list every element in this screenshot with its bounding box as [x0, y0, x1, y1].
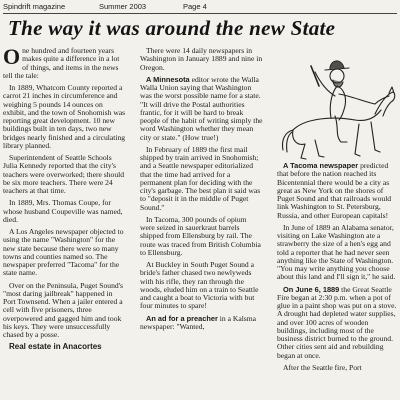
- lead-in: On June 6, 1889: [283, 284, 340, 294]
- article-column-2: [140, 47, 263, 400]
- paragraph: One hundred and fourteen years makes quite a difference in a lot of things, and items in the news tell the tale:: [3, 47, 120, 80]
- paragraph: At Buckley in South Puget Sound a bride's father chased two newlyweds with his rifle, they ran through the woods, eluded him on a train to Seattle and caught a boat to Victoria with but four minutes to spare!: [140, 260, 259, 311]
- page-number: Page 4: [183, 2, 207, 11]
- lead-in: A Minnesota: [146, 74, 190, 84]
- paragraph: After the Seattle fire, Port: [283, 362, 362, 372]
- lead-in: A Tacoma newspaper: [283, 162, 359, 170]
- man-on-horse-illustration: [275, 44, 399, 162]
- paragraph: Over on the Peninsula, Puget Sound's "most daring jailbreak" happened in Port Townsend. When a jailer entered a cell with five prisoners, three overpowered and gagged him and took his keys. They were unsuccessfully chased by a posse.: [3, 280, 124, 339]
- paragraph: An ad for a preacher in a Kalsma newspaper: "Wanted,: [140, 313, 257, 331]
- article-column-3: [277, 162, 400, 400]
- paragraph: In February of 1889 the first mail shipped by train arrived in Snohomish; and a Seattle newspaper editorialized that the time had arrived for a permanent plan for deciding with the city's garbage. The best plan it said was to "deposit it in the middle of Puget Sound.": [140, 144, 261, 212]
- page-header: [3, 0, 397, 14]
- paragraph: A Los Angeles newspaper objected to using the name "Washington" for the new state because there were so many towns and counties named so. The newspaper preferred "Tacoma" for the state name.: [3, 227, 124, 278]
- paragraph: On June 6, 1889 the Great Seattle Fire began at 2:30 p.m. when a pot of glue in a paint shop was put on a stove. A drought had depleted water supplies, and over 100 acres of wooden buildings, including most of the business district burned to the ground. Other cities sent aid and rebuilding began at once.: [277, 284, 397, 360]
- paragraph: A Minnesota editor wrote the Walla Walla Union saying that Washington was the worst possible name for a state. "It will drive the Postal authorities frantic, for it will be hard to break people of the habit of writing simply the word Washington whether they mean city or state." (How true!): [140, 74, 263, 142]
- paragraph: A Tacoma newspaper predicted that before the nation reached its Bicentennial there would be a city as great as New York on the shores of Puget Sound and that railroads would link Washington to St. Petersburg, Russia, and other European capitals!: [277, 162, 392, 220]
- issue-date: Summer 2003: [99, 2, 147, 11]
- publication-name: Spindrift magazine: [3, 2, 66, 11]
- drop-cap: O: [3, 47, 21, 69]
- paragraph: There were 14 daily newspapers in Washington in January 1889 and nine in Oregon.: [140, 47, 263, 72]
- paragraph: In 1889, Mrs. Thomas Coupe, for whose husband Coupeville was named, died.: [3, 198, 123, 224]
- paragraph: Superintendent of Seattle Schools Julia Kennedy reported that the city's teachers were overworked; there should be six more teachers. There were 24 teachers at that time.: [3, 153, 125, 195]
- paragraph: In 1889, Whatcom County reported a carrot 21 inches in circumference and weighing 5 pounds 14 ounces on exhibit, and the town of Snohomish was reporting great development. 10 new buildings built in ten days, two new bridges nearly finished and a circulating library planned.: [3, 83, 126, 150]
- paragraph: In June of 1889 an Alabama senator, visiting on Lake Washington ate a strawberry the size of a hen's egg and told a reporter that he had never seen anything like the State of Washington. "You may write anything you choose about this land and I'll sign it," he said.: [277, 222, 396, 282]
- article-column-1: [3, 47, 126, 400]
- paragraph: In Tacoma, 300 pounds of opium were seized in sauerkraut barrels shipped from Ellensburg by rail. The route was traced from British Columbia to Ellensburg.: [140, 214, 261, 257]
- lead-in: An ad for a preacher: [146, 313, 218, 323]
- article-title: The way it was around the new State: [8, 16, 336, 40]
- subheading: Real estate in Anacortes: [9, 342, 102, 352]
